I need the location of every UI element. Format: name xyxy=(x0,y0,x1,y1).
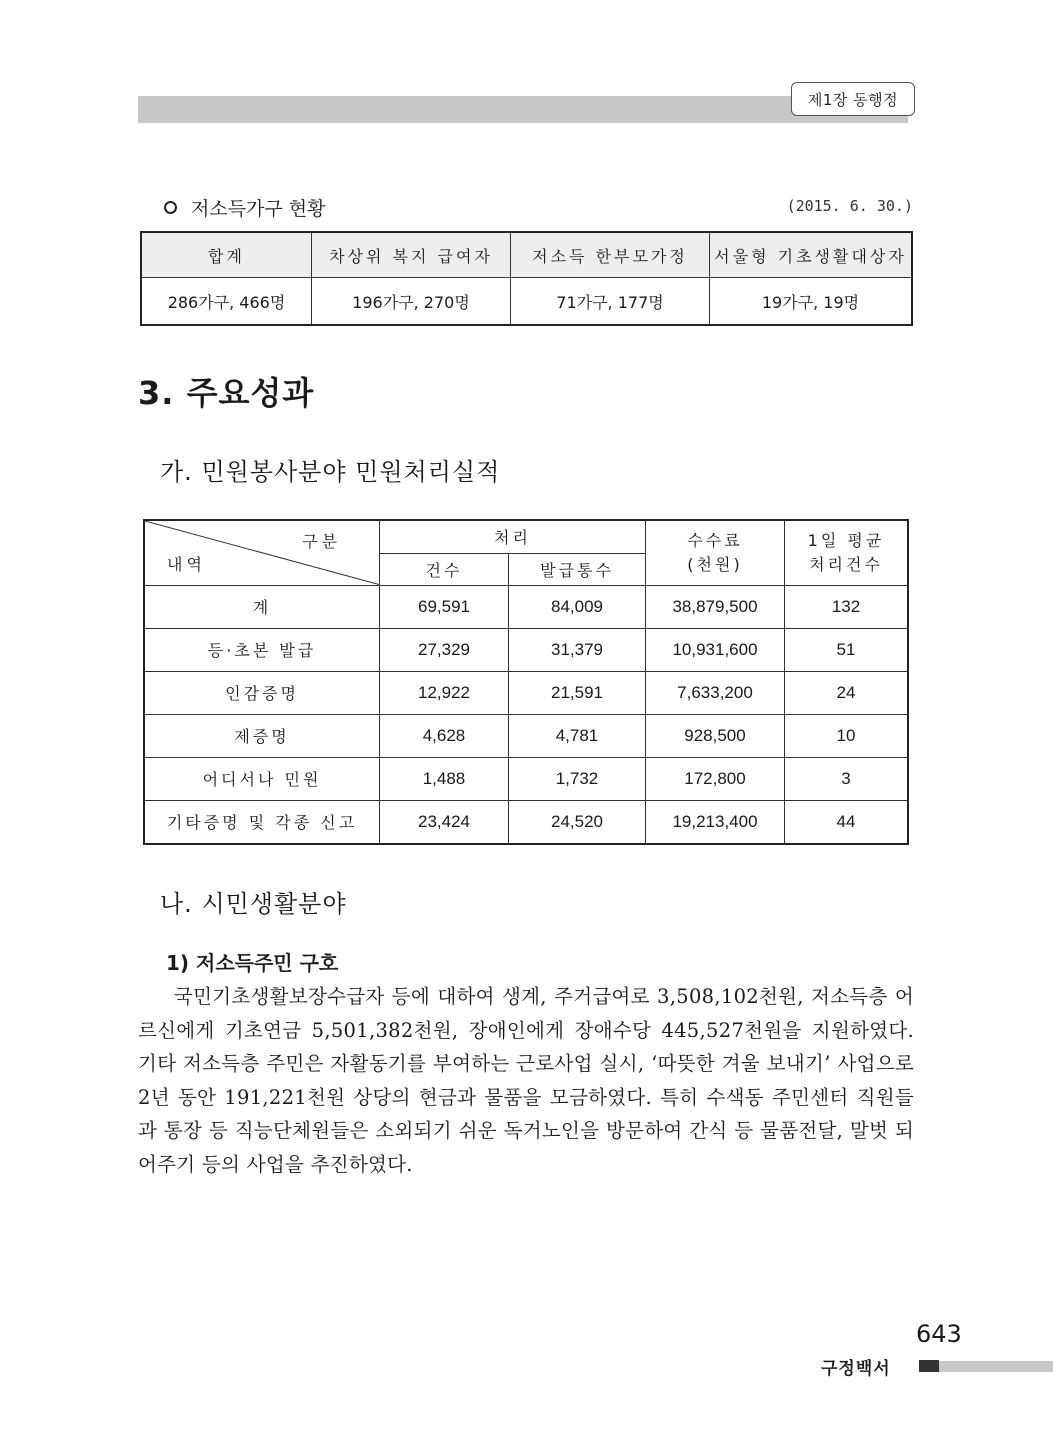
table-row xyxy=(144,585,908,628)
table-cell: 19,213,400 xyxy=(646,800,785,844)
footer-bar xyxy=(939,1361,1053,1372)
footer-marker xyxy=(919,1360,939,1372)
subsection-heading-a: 가. 민원봉사분야 민원처리실적 xyxy=(160,458,501,486)
page-number: 643 xyxy=(916,1320,962,1348)
column-header: 건수 xyxy=(380,553,509,585)
table-cell: 10,931,600 xyxy=(646,628,785,671)
table-cell: 51 xyxy=(785,628,909,671)
table-row xyxy=(144,714,908,757)
table-cell: 10 xyxy=(785,714,909,757)
corner-top-label: 구분 xyxy=(302,532,341,551)
circle-bullet-icon xyxy=(164,201,177,214)
book-title: 구정백서 xyxy=(821,1359,891,1379)
table-row xyxy=(144,628,908,671)
table-cell: 21,591 xyxy=(509,671,646,714)
row-label: 어디서나 민원 xyxy=(144,757,380,800)
relief-paragraph: 국민기초생활보장수급자 등에 대하여 생계, 주거급여로 3,508,102천원, 저소득층 어르신에게 기초연금 5,501,382천원, 장애인에게 장애수당 445,527천원을 지원하였다. 기타 저소득층 주민은 자활동기를 부여하는 근로사업 실시, ‘따뜻한 겨울 보내기’ 사업으로 2년 동안 191,221천원 상당의 현금과 물품을 모금하였다. 특히 수색동 주민센터 직원들과 통장 등 직능단체원들은 소외되기 쉬운 독거노인을 방문하여 간식 등 물품전달, 말벗 되어주기 등의 사업을 추진하였다. xyxy=(138,985,914,1176)
row-label: 등·초본 발급 xyxy=(144,628,380,671)
table-cell: 1,732 xyxy=(509,757,646,800)
table-row xyxy=(141,278,912,326)
table-cell: 196가구, 270명 xyxy=(312,278,511,326)
table-cell: 19가구, 19명 xyxy=(710,278,913,326)
low-income-title-text: 저소득가구 현황 xyxy=(191,198,326,220)
table-cell: 7,633,200 xyxy=(646,671,785,714)
table-cell: 132 xyxy=(785,585,909,628)
table-cell: 1,488 xyxy=(380,757,509,800)
table-cell: 24 xyxy=(785,671,909,714)
table-cell: 69,591 xyxy=(380,585,509,628)
table-cell: 3 xyxy=(785,757,909,800)
column-header: 발급통수 xyxy=(509,553,646,585)
row-label: 인감증명 xyxy=(144,671,380,714)
column-header: 합계 xyxy=(141,232,312,278)
table-cell: 44 xyxy=(785,800,909,844)
row-label: 기타증명 및 각종 신고 xyxy=(144,800,380,844)
column-header: 서울형 기초생활대상자 xyxy=(710,232,913,278)
daily-avg-header xyxy=(785,520,909,585)
corner-bottom-label: 내역 xyxy=(167,554,206,574)
row-label: 계 xyxy=(144,585,380,628)
low-income-title xyxy=(164,194,326,221)
table-cell: 172,800 xyxy=(646,757,785,800)
column-header: 차상위 복지 급여자 xyxy=(312,232,511,278)
subsection-heading-b: 나. 시민생활분야 xyxy=(160,890,347,918)
table-cell: 38,879,500 xyxy=(646,585,785,628)
table-cell: 4,781 xyxy=(509,714,646,757)
civil-service-table xyxy=(143,519,909,845)
table-header-row xyxy=(141,232,912,278)
table-cell: 928,500 xyxy=(646,714,785,757)
table-cell: 24,520 xyxy=(509,800,646,844)
row-label: 제증명 xyxy=(144,714,380,757)
table-cell: 27,329 xyxy=(380,628,509,671)
low-income-date: (2015. 6. 30.) xyxy=(786,197,913,215)
table-row xyxy=(144,800,908,844)
diagonal-header-cell xyxy=(144,520,380,585)
fee-header-line1: 수수료 xyxy=(687,530,743,550)
relief-heading: 1) 저소득주민 구호 xyxy=(166,951,339,975)
table-row xyxy=(144,757,908,800)
fee-header xyxy=(646,520,785,585)
fee-header-line2: (천원) xyxy=(687,554,743,574)
table-header-row xyxy=(144,520,908,553)
low-income-table xyxy=(140,231,913,326)
daily-header-line2: 처리건수 xyxy=(809,554,883,574)
table-row xyxy=(144,671,908,714)
daily-header-line1: 1일 평균 xyxy=(807,530,885,550)
group-header: 처리 xyxy=(380,520,646,553)
table-cell: 23,424 xyxy=(380,800,509,844)
table-cell: 71가구, 177명 xyxy=(511,278,710,326)
section-heading: 3. 주요성과 xyxy=(138,374,315,412)
table-cell: 286가구, 466명 xyxy=(141,278,312,326)
chapter-tab: 제1장 동행정 xyxy=(791,82,915,116)
table-cell: 31,379 xyxy=(509,628,646,671)
table-cell: 4,628 xyxy=(380,714,509,757)
table-cell: 12,922 xyxy=(380,671,509,714)
column-header: 저소득 한부모가정 xyxy=(511,232,710,278)
table-cell: 84,009 xyxy=(509,585,646,628)
